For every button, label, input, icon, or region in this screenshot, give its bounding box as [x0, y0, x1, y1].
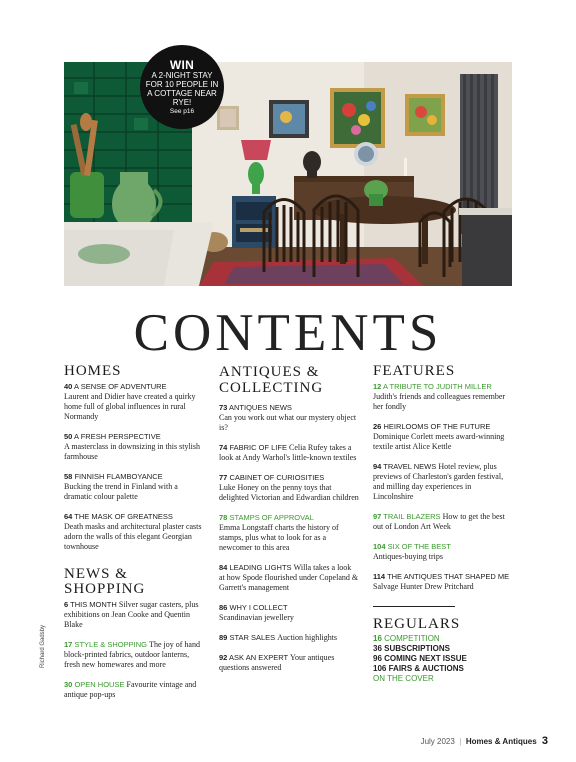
entry-heading: THE MASK OF GREATNESS: [74, 512, 173, 521]
section-heading-antiques: ANTIQUES & COLLECTING: [219, 364, 324, 396]
regulars-label: COMING NEXT ISSUE: [384, 654, 467, 663]
page-number: 40: [64, 382, 73, 391]
toc-entry[interactable]: [219, 403, 359, 433]
page-number: 12: [373, 382, 382, 391]
entry-heading: SIX OF THE BEST: [387, 542, 451, 551]
entry-heading: OPEN HOUSE: [74, 680, 125, 689]
toc-entry[interactable]: [373, 422, 513, 452]
page-number: 77: [219, 473, 228, 482]
entry-description: Salvage Hunter Drew Pritchard: [373, 582, 474, 591]
toc-entry[interactable]: [64, 432, 204, 462]
entry-description: Silver sugar casters, plus exhibitions on Jean Cooke and Quentin Blake: [64, 600, 199, 629]
toc-entry[interactable]: [219, 443, 359, 463]
page-number: 58: [64, 472, 73, 481]
page-number: 74: [219, 443, 228, 452]
entry-description: Bucking the trend in Finland with a dramatic colour palette: [64, 482, 178, 501]
toc-entry[interactable]: [373, 512, 513, 532]
badge-prize-text: A 2-NIGHT STAY FOR 10 PEOPLE IN A COTTAGE NEAR RYE!: [145, 70, 219, 107]
section-heading-regulars: REGULARS: [373, 616, 461, 632]
regulars-label: FAIRS & AUCTIONS: [388, 664, 464, 673]
toc-entry[interactable]: [373, 572, 513, 592]
toc-entry[interactable]: [64, 512, 204, 552]
page-number: 86: [219, 603, 228, 612]
on-the-cover-link[interactable]: ON THE COVER: [373, 674, 434, 683]
page-number: 36: [373, 644, 382, 653]
page-number: 30: [64, 680, 73, 689]
page-number: 104: [373, 542, 386, 551]
column-homes-news: [64, 364, 204, 700]
page-number: 92: [219, 653, 228, 662]
badge-win-text: WIN: [169, 57, 195, 72]
magazine-name: Homes & Antiques: [465, 737, 537, 746]
entry-description: Death masks and architectural plaster casts adorn the walls of this elegant Georgian townhouse: [64, 522, 202, 551]
toc-entry[interactable]: [373, 462, 513, 502]
entry-description: Judith's friends and colleagues remember her fondly: [373, 392, 506, 411]
toc-entry[interactable]: [219, 473, 359, 503]
page-number: 78: [219, 513, 228, 522]
page-number: 6: [64, 600, 69, 609]
entry-description: Scandinavian jewellery: [219, 613, 294, 622]
entry-heading: TRAVEL NEWS: [383, 462, 437, 471]
entry-heading: A FRESH PERSPECTIVE: [74, 432, 161, 441]
page-number: 26: [373, 422, 382, 431]
section-heading-homes: HOMES: [64, 363, 122, 379]
entry-description: Emma Longstaff charts the history of stamps, plus what to look for as a newcomer to this area: [219, 523, 339, 552]
toc-entry[interactable]: [64, 640, 204, 670]
regulars-divider: [373, 606, 455, 607]
regulars-item[interactable]: [373, 634, 513, 644]
toc-entry[interactable]: [373, 382, 513, 412]
toc-entry[interactable]: [64, 680, 204, 700]
entry-heading: STAMPS OF APPROVAL: [229, 513, 314, 522]
entry-heading: A SENSE OF ADVENTURE: [74, 382, 167, 391]
toc-entry[interactable]: [219, 653, 359, 673]
entry-description: Luke Honey on the penny toys that delighted Victorian and Edwardian children: [219, 483, 359, 502]
issue-date: July 2023: [420, 737, 455, 746]
page-number: 50: [64, 432, 73, 441]
page-title: CONTENTS: [133, 304, 443, 362]
entry-description: Auction highlights: [277, 633, 338, 642]
entry-heading: THE ANTIQUES THAT SHAPED ME: [387, 572, 510, 581]
toc-entry[interactable]: [219, 563, 359, 593]
entry-description: Willa takes a look at how Spode flourished under Copeland & Garrett's management: [219, 563, 359, 592]
toc-entry[interactable]: [64, 472, 204, 502]
entry-description: Your antiques questions answered: [219, 653, 335, 672]
entry-description: Celia Rufey takes a look at Andy Warhol's little-known textiles: [219, 443, 357, 462]
section-heading-news: NEWS & SHOPPING: [64, 566, 146, 597]
dining-room-illustration: [64, 62, 512, 286]
regulars-item[interactable]: [373, 654, 513, 664]
toc-entry[interactable]: [219, 633, 359, 643]
entry-description: How to get the best out of London Art Week: [373, 512, 505, 531]
column-antiques: [219, 364, 359, 673]
entry-description: Dominique Corlett meets award-winning textile artist Alice Kettle: [373, 432, 505, 451]
toc-entry[interactable]: [64, 600, 204, 630]
painting-flowers: [330, 88, 385, 148]
entry-heading: WHY I COLLECT: [229, 603, 288, 612]
page-number: 16: [373, 634, 382, 643]
entry-heading: THIS MONTH: [70, 600, 117, 609]
entry-description: Laurent and Didier have created a quirky home full of global influences in rural Normandy: [64, 392, 196, 421]
hero-photo: [64, 62, 512, 286]
page-number: 97: [373, 512, 382, 521]
page-number: 94: [373, 462, 382, 471]
entry-heading: ANTIQUES NEWS: [229, 403, 292, 412]
entry-heading: STYLE & SHOPPING: [74, 640, 147, 649]
page-number: 106: [373, 664, 387, 673]
page-number: 64: [64, 512, 73, 521]
column-features-regulars: [373, 364, 513, 684]
painting-right: [405, 94, 445, 136]
photo-credit: Richard Gadsby: [40, 624, 46, 668]
regulars-item[interactable]: [373, 664, 513, 674]
entry-heading: LEADING LIGHTS: [229, 563, 292, 572]
page-number: 84: [219, 563, 228, 572]
entry-heading: CABINET OF CURIOSITIES: [229, 473, 325, 482]
entry-description: Can you work out what our mystery object is?: [219, 413, 357, 432]
entry-heading: STAR SALES: [229, 633, 276, 642]
entry-heading: FINNISH FLAMBOYANCE: [74, 472, 163, 481]
competition-badge[interactable]: [140, 45, 224, 129]
entry-heading: A TRIBUTE TO JUDITH MILLER: [383, 382, 492, 391]
page-number-footer: 3: [541, 735, 548, 747]
regulars-item[interactable]: [373, 644, 513, 654]
toc-entry[interactable]: [64, 382, 204, 422]
entry-description: Favourite vintage and antique pop-ups: [64, 680, 197, 699]
page-number: 96: [373, 654, 382, 663]
entry-description: Hotel review, plus previews of Charleston's garden festival, and milling day experiences in Lincolnshire: [373, 462, 504, 501]
toc-entry[interactable]: [219, 513, 359, 553]
page-footer: July 2023 | Homes & Antiques 3: [420, 735, 548, 747]
toc-entry[interactable]: [373, 542, 513, 562]
entry-description: A masterclass in downsizing in this stylish farmhouse: [64, 442, 200, 461]
entry-heading: ASK AN EXPERT: [229, 653, 288, 662]
entry-heading: TRAIL BLAZERS: [383, 512, 441, 521]
entry-description: The joy of hand block-printed fabrics, outdoor lanterns, fresh new homewares and more: [64, 640, 200, 669]
painting-small-left: [217, 106, 239, 130]
entry-heading: HEIRLOOMS OF THE FUTURE: [383, 422, 491, 431]
page-number: 114: [373, 572, 386, 581]
entry-heading: FABRIC OF LIFE: [229, 443, 287, 452]
regulars-label: SUBSCRIPTIONS: [384, 644, 450, 653]
toc-entry[interactable]: [219, 603, 359, 623]
badge-page-ref: See p16: [169, 107, 195, 115]
regulars-label: COMPETITION: [384, 634, 440, 643]
page-number: 17: [64, 640, 73, 649]
painting-blue: [269, 100, 309, 138]
section-heading-features: FEATURES: [373, 363, 456, 379]
page-number: 89: [219, 633, 228, 642]
page-number: 73: [219, 403, 228, 412]
entry-description: Antiques-buying trips: [373, 552, 443, 561]
